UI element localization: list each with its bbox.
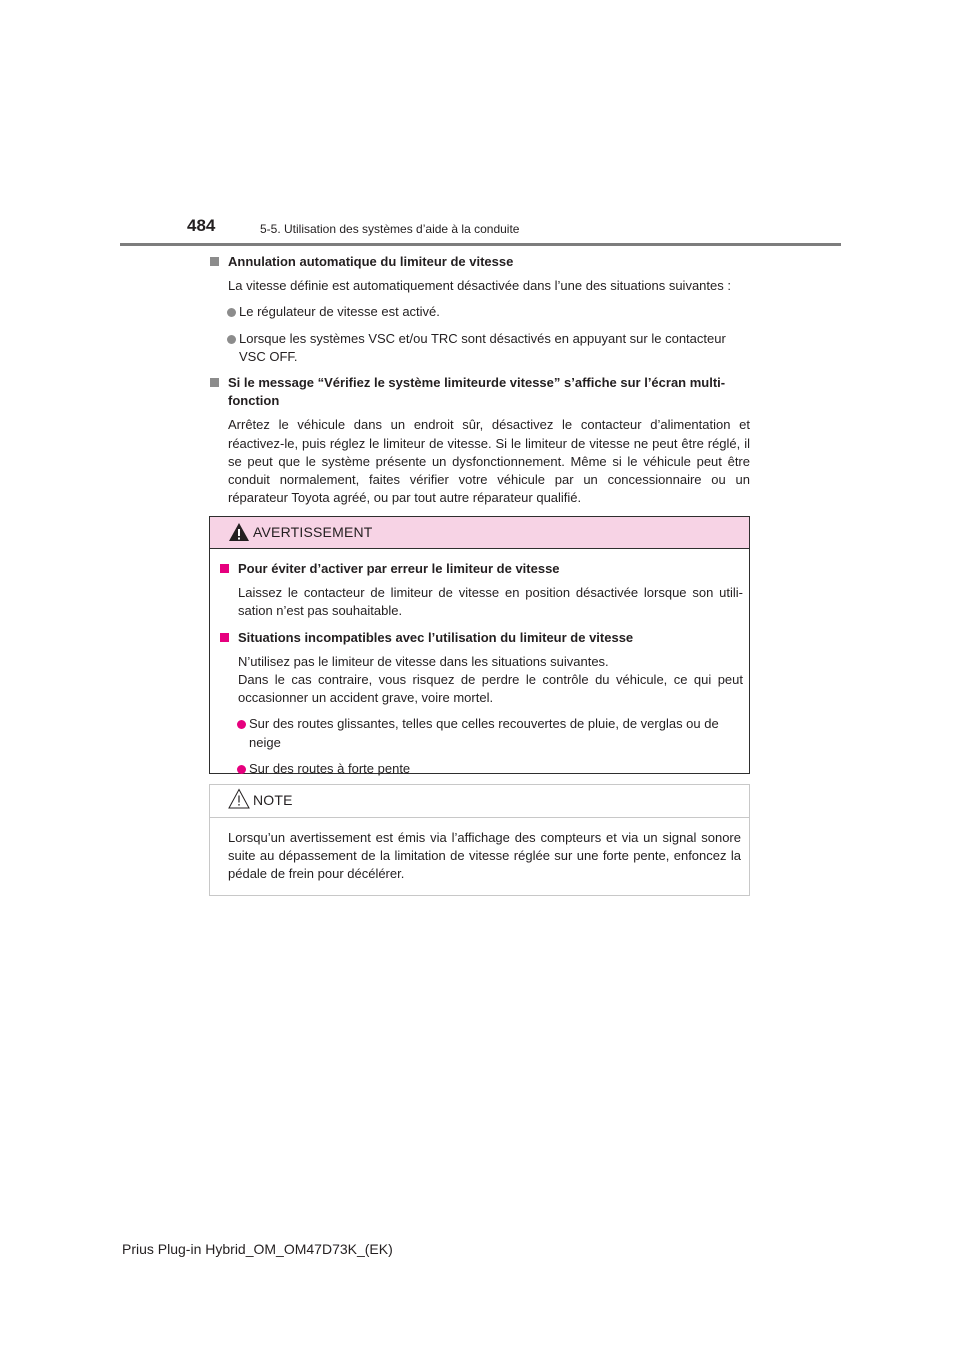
circle-bullet-icon	[237, 765, 246, 774]
square-bullet-icon	[220, 564, 229, 573]
warning-heading: Pour éviter d’activer par erreur le limiteur de vitesse	[220, 560, 743, 578]
list-item: Le régulateur de vitesse est activé.	[210, 303, 750, 321]
warning-box	[209, 516, 750, 774]
note-header	[210, 785, 749, 818]
main-content	[210, 253, 750, 507]
warning-body	[210, 549, 749, 778]
warning-title: AVERTISSEMENT	[253, 524, 373, 540]
note-triangle-icon	[228, 788, 250, 810]
warning-header	[210, 517, 749, 549]
circle-bullet-icon	[227, 335, 236, 344]
warning-text: Laissez le contacteur de limiteur de vitesse en position désactivée lorsque son utili-sation n’est pas souhaitable.	[238, 585, 743, 619]
note-title: NOTE	[253, 792, 293, 808]
list-item: Lorsque les systèmes VSC et/ou TRC sont désactivés en appuyant sur le contacteur VSC OFF.	[210, 330, 750, 366]
circle-bullet-icon	[227, 308, 236, 317]
square-bullet-icon	[210, 257, 219, 266]
warning-text: N’utilisez pas le limiteur de vitesse dans les situations suivantes.	[238, 653, 609, 669]
warning-heading: Situations incompatibles avec l’utilisation du limiteur de vitesse	[220, 629, 743, 647]
warning-triangle-icon	[228, 522, 250, 542]
note-box	[209, 784, 750, 896]
section-body: La vitesse définie est automatiquement désactivée dans l’une des situations suivantes :	[228, 278, 731, 294]
square-bullet-icon	[220, 633, 229, 642]
list-item: Sur des routes à forte pente	[220, 760, 743, 778]
footer-label: Prius Plug-in Hybrid_OM_OM47D73K_(EK)	[122, 1241, 393, 1257]
note-body: Lorsqu’un avertissement est émis via l’affichage des compteurs et via un signal sonore suite au dépassement de la limitation de vitesse réglée sur une forte pente, enfoncez la pédale de frein pour décélérer.	[228, 830, 741, 882]
section-body: Arrêtez le véhicule dans un endroit sûr, désactivez le contacteur d’alimentation et réactivez-le, puis réglez le limiteur de vitesse. Si le limiteur de vitesse ne peut être réglé, il se peut que le système présente un dysfonctionnement. Même si le véhicule peut être conduit normalement, faites vérifier votre véhicule par un concessionnaire ou un réparateur Toyota agréé, ou par tout autre réparateur qualifié.	[228, 417, 750, 506]
page-number: 484	[187, 216, 216, 235]
header-rule	[120, 243, 841, 246]
section-heading: Si le message “Vérifiez le système limiteurde vitesse” s’affiche sur l’écran multi-fonction	[210, 374, 750, 410]
circle-bullet-icon	[237, 720, 246, 729]
section-heading: Annulation automatique du limiteur de vitesse	[210, 253, 750, 271]
square-bullet-icon	[210, 378, 219, 387]
warning-text: Dans le cas contraire, vous risquez de perdre le contrôle du véhicule, ce qui peut occasionner un accident grave, voire mortel.	[238, 672, 743, 706]
list-item: Sur des routes glissantes, telles que celles recouvertes de pluie, de verglas ou de neige	[220, 715, 743, 751]
section-title: 5-5. Utilisation des systèmes d’aide à la conduite	[260, 222, 520, 236]
